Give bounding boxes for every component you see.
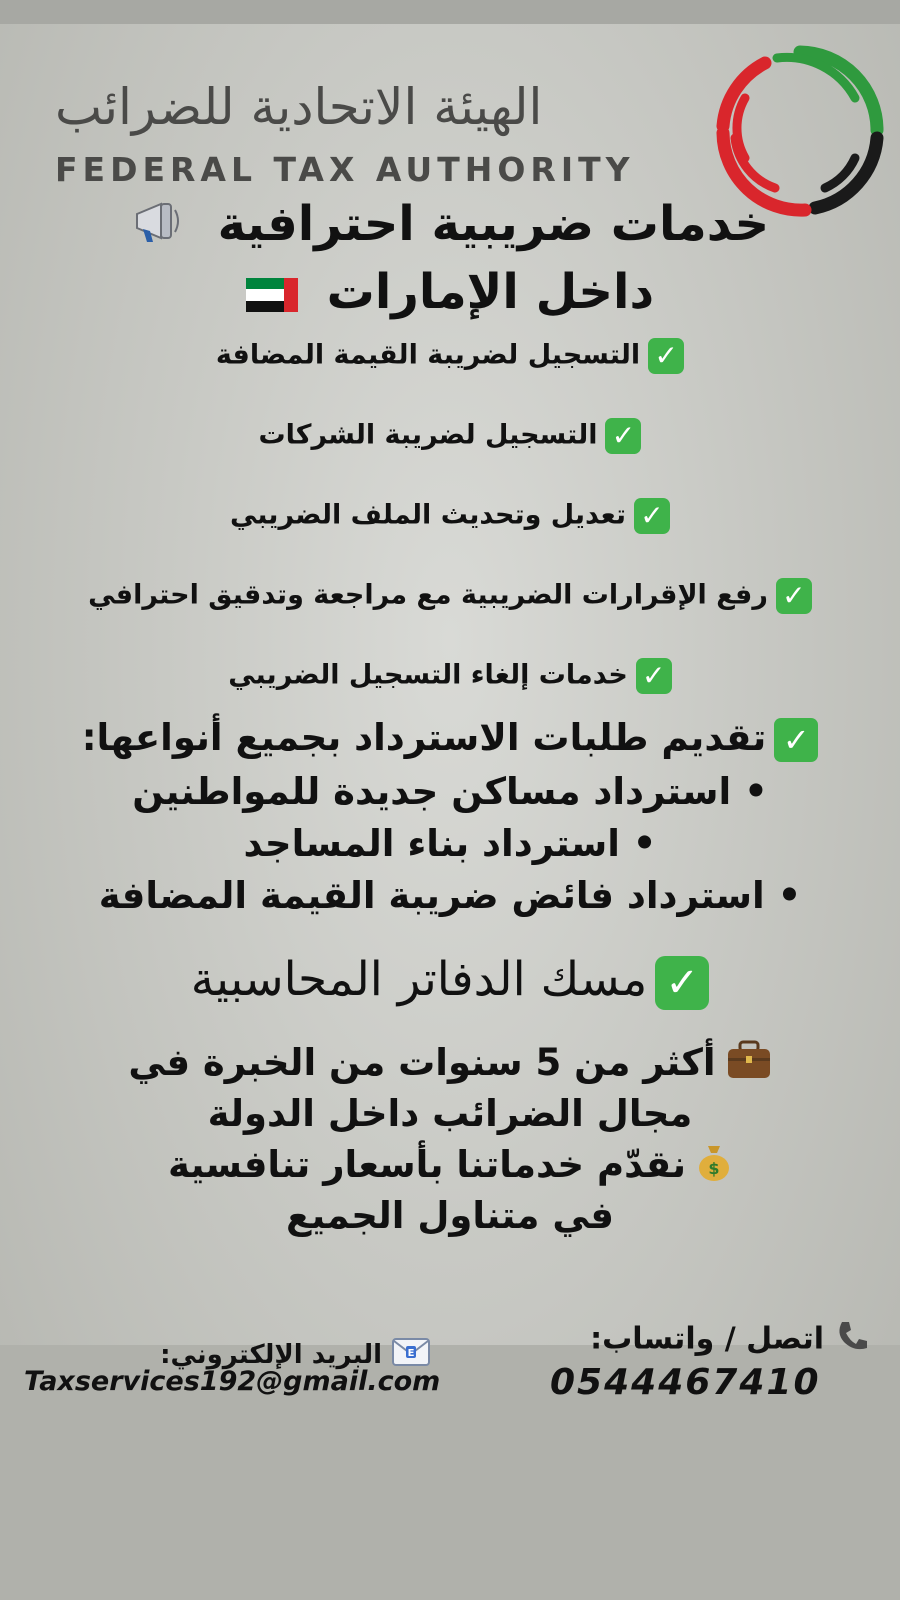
service-item: ✓خدمات إلغاء التسجيل الضريبي <box>0 658 900 694</box>
svg-text:$: $ <box>708 1159 720 1178</box>
refunds-heading: ✓تقديم طلبات الاسترداد بجميع أنواعها: <box>0 716 900 762</box>
logo-english-name: FEDERAL TAX AUTHORITY <box>55 150 635 189</box>
email-label: E البريد الإلكتروني: <box>100 1338 430 1373</box>
megaphone-icon <box>131 196 187 258</box>
phone-label: اتصل / واتساب: <box>530 1318 870 1362</box>
check-icon: ✓ <box>655 956 709 1010</box>
service-item: ✓رفع الإقرارات الضريبية مع مراجعة وتدقيق احترافي <box>0 578 900 614</box>
check-icon: ✓ <box>648 338 684 374</box>
briefcase-icon <box>726 1040 772 1089</box>
check-icon: ✓ <box>634 498 670 534</box>
service-item: ✓التسجيل لضريبة الشركات <box>0 418 900 454</box>
service-item: ✓التسجيل لضريبة القيمة المضافة <box>0 338 900 374</box>
phone-icon <box>834 1318 870 1362</box>
refund-item: • استرداد مساكن جديدة للمواطنين <box>132 770 768 813</box>
experience-line1: أكثر من 5 سنوات من الخبرة في <box>0 1040 900 1089</box>
money-bag-icon <box>696 1142 732 1191</box>
headline-line2: داخل الإمارات <box>0 264 900 320</box>
email-address[interactable]: Taxservices192@gmail.com <box>24 1366 441 1397</box>
check-icon: ✓ <box>605 418 641 454</box>
refund-item: • استرداد بناء المساجد <box>243 822 657 865</box>
experience-line4: في متناول الجميع <box>286 1194 614 1237</box>
experience-line3: $ نقدّم خدماتنا بأسعار تنافسية <box>0 1142 900 1191</box>
bookkeeping-item: ✓مسك الدفاتر المحاسبية <box>0 952 900 1010</box>
check-icon: ✓ <box>776 578 812 614</box>
check-icon: ✓ <box>636 658 672 694</box>
svg-text:E: E <box>407 1348 415 1359</box>
check-icon: ✓ <box>774 718 818 762</box>
refund-item: • استرداد فائض ضريبة القيمة المضافة <box>98 874 802 917</box>
uae-flag-icon <box>246 278 298 312</box>
experience-line2: مجال الضرائب داخل الدولة <box>207 1092 693 1135</box>
headline-line1: خدمات ضريبية احترافية <box>0 196 900 258</box>
logo-arabic-name: الهيئة الاتحادية للضرائب <box>55 78 543 136</box>
service-item: ✓تعديل وتحديث الملف الضريبي <box>0 498 900 534</box>
phone-number[interactable]: 0544467410 <box>550 1362 821 1403</box>
top-strip <box>0 0 900 24</box>
